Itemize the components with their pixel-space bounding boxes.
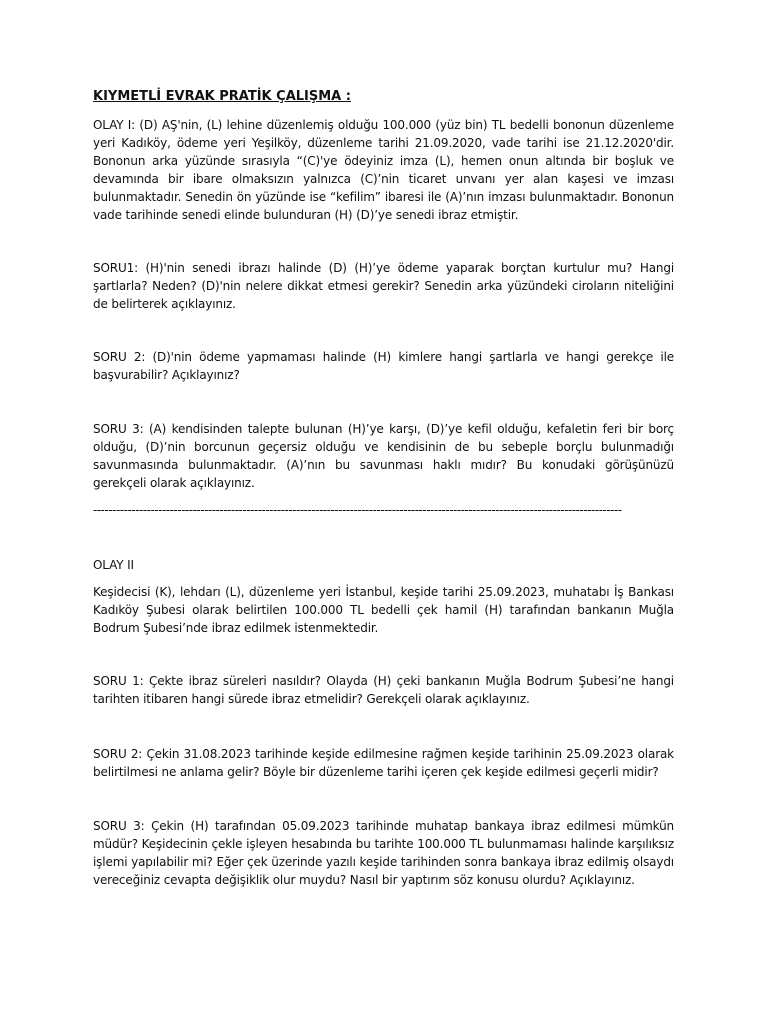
olay1-soru1: SORU1: (H)'nin senedi ibrazı halinde (D) (H)’ye ödeme yaparak borçtan kurtulur mu? Hangi şartlarla? Neden? (D)'nin nelere dikkat etmesi gerekir? Senedin arka yüzündeki ciroların niteliğini de belirterek açıklayınız.: [93, 261, 674, 312]
olay2-soru2: SORU 2: Çekin 31.08.2023 tarihinde keşide edilmesine rağmen keşide tarihinin 25.09.2023 olarak belirtilmesi ne anlama gelir? Böyle bir düzenleme tarihi içeren çek keşide edilmesi geçerli midir?: [93, 747, 674, 780]
olay2-heading: OLAY II: [93, 558, 134, 572]
olay1-soru2: SORU 2: (D)'nin ödeme yapmaması halinde (H) kimlere hangi şartlarla ve hangi gerekçe ile başvurabilir? Açıklayınız?: [93, 350, 674, 383]
olay2-soru1: SORU 1: Çekte ibraz süreleri nasıldır? Olayda (H) çeki bankanın Muğla Bodrum Şubesi’ne hangi tarihten itibaren hangi sürede ibraz etmelidir? Gerekçeli olarak açıklayınız.: [93, 674, 674, 707]
olay1-text: OLAY I: (D) AŞ'nin, (L) lehine düzenlemiş olduğu 100.000 (yüz bin) TL bedelli bononun düzenleme yeri Kadıköy, ödeme yeri Yeşilköy, düzenleme tarihi 21.09.2020, vade tarihi ise 21.12.2020'dir. Bononun arka yüzünde sırasıyla “(C)'ye ödeyiniz imza (L), hemen onun altında bir boşluk ve devamında bir ibare olmaksızın yalnızca (C)’nin ticaret unvanı yer alan kaşesi ve imzası bulunmaktadır. Senedin ön yüzünde ise “kefilim” ibaresi ile (A)’nın imzası bulunmaktadır. Bononun vade tarihinde senedi elinde bulunduran (H) (D)’ye senedi ibraz etmiştir.: [93, 118, 674, 223]
olay1-soru3: SORU 3: (A) kendisinden talepte bulunan (H)’ye karşı, (D)’ye kefil olduğu, kefaletin feri bir borç olduğu, (D)’nin borcunun geçersiz olduğu ve kendisinin de bu sebeple borçlu bulunmadığı savunmasında bulunmaktadır. (A)’nın bu savunması haklı mıdır? Bu konudaki görüşünüzü gerekçeli olarak açıklayınız.: [93, 422, 674, 491]
olay2-text: Keşidecisi (K), lehdarı (L), düzenleme yeri İstanbul, keşide tarihi 25.09.2023, muhatabı İş Bankası Kadıköy Şubesi olarak belirtilen 100.000 TL bedelli çek hamil (H) tarafından bankanın Muğla Bodrum Şubesi’nde ibraz edilmek istenmektedir.: [93, 585, 674, 636]
section-separator: ------------------------------------------------------------------------------------------------------------------------------------------: [93, 503, 622, 517]
document-title: KIYMETLİ EVRAK PRATİK ÇALIŞMA :: [93, 89, 351, 104]
olay2-soru3: SORU 3: Çekin (H) tarafından 05.09.2023 tarihinde muhatap bankaya ibraz edilmesi mümkün müdür? Keşidecinin çekle işleyen hesabında bu tarihte 100.000 TL bulunmaması halinde karşılıksız işlemi yapılabilir mi? Eğer çek üzerinde yazılı keşide tarihinden sonra bankaya ibraz edilmiş olsaydı vereceğiniz cevapta değişiklik olur muydu? Nasıl bir yaptırım söz konusu olurdu? Açıklayınız.: [93, 819, 674, 888]
